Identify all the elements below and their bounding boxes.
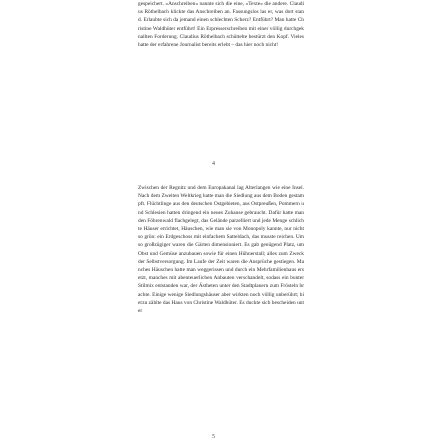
page-number-bottom: 5 (212, 434, 215, 440)
page-number: 4 (212, 161, 215, 167)
main-paragraph: Zwischen der Regnitz und dem Europakanal lag Alterlangen wie eine Insel. Nach dem Zweiten Weltkrieg hatte man die Siedlung aus dem Boden gestampft. Flüchtlinge aus den deutschen Ostgebieten, aus Ostpreußen, Pommern und Schlesien hatten dringend ein neues Zuhause gebraucht. Dafür hatte man den Föhrenwald flachgelegt, das Gelände parzelliert und jede Menge schlichte Häuser errichtet, Häuschen, wie man sie von Monopoly kannte, nur nicht so grün: ein Erdgeschoss mit einfachem Satteldach, das musste reichen. Umso großzügiger waren die Gärten dimensioniert. Es gab genügend Platz, um Obst und Gemüse anzubauen sowie für einen Hühnerstall; alles zum Zweck der Selbstversorgung. Im Laufe der Zeit waren die Ansprüche gestiegen. Manches Häuschen hatte man weggerissen und durch ein Mehrfamilienhaus ersetzt, manches mit abenteuerlichen Anbauten verschandelt, sodass ein bunter Stilmix entstanden war, der Ästheten unter den Stadtplanern zum Frösteln brachte. Einige wenige Siedlungshäuser aber wirkten noch völlig unberührt; hierzu zählte das Haus von Christine Waldhüter. Es duckte sich bescheiden unter (138, 185, 304, 315)
top-paragraph: gespeichert. »Anschreiben« nannte sich die eine, »Texte« die andere. Claudius Röthelbach klickte das Anschreiben an. Fassungslos las er, was dort stand. Erlaubte sich da jemand einen schlechten Scherz? Entführt? Man hatte Christine Waldhüter entführt! Ein Erpresserschreiben mit einer völlig durchgeknallten Forderung. Claudius Röthelbach schüttelte bestürzt den Kopf. Vieles hatte der erfahrene Journalist bereits erlebt – das hier noch nicht! (138, 1, 304, 49)
